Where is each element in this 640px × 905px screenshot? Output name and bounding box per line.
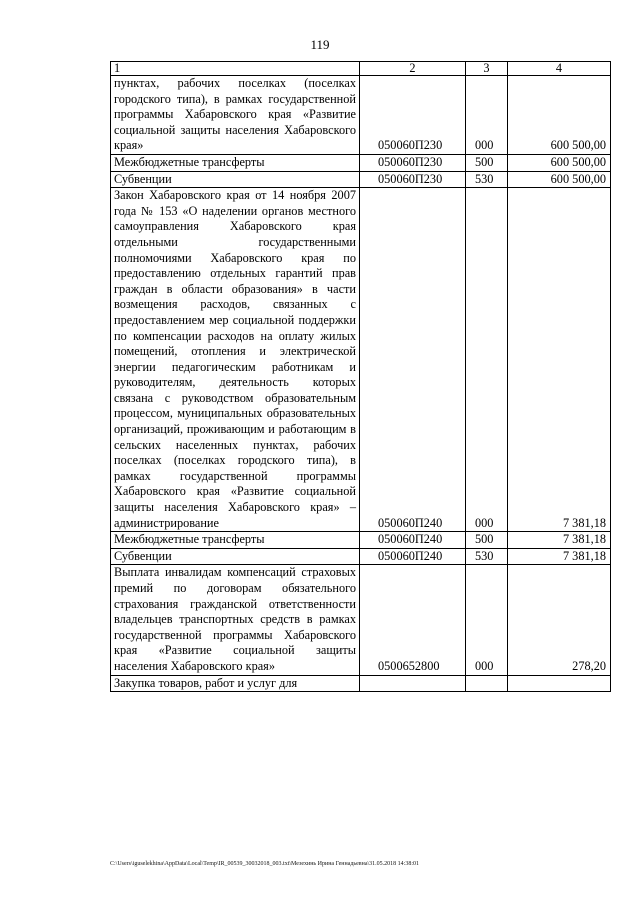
row-target-code: 050060П240 (360, 188, 466, 532)
row-target-code: 050060П240 (360, 532, 466, 549)
row-target-code (360, 675, 466, 692)
row-expense-type: 530 (466, 548, 508, 565)
row-description: Межбюджетные трансферты (111, 154, 360, 171)
table-row (111, 171, 611, 188)
table-row (111, 565, 611, 675)
header-col-4: 4 (508, 62, 611, 76)
table-row (111, 188, 611, 532)
row-target-code: 0500652800 (360, 565, 466, 675)
row-description: Выплата инвалидам компенсаций страховых премий по договорам обязательного страхования гражданской ответственности владельцев транспортных средств в рамках государственной программы Хабаровского края «Развитие социальной защиты населения Хабаровского края» (111, 565, 360, 675)
row-amount: 7 381,18 (508, 548, 611, 565)
page-number: 119 (310, 37, 330, 52)
row-target-code: 050060П240 (360, 548, 466, 565)
row-target-code: 050060П230 (360, 76, 466, 155)
table-row (111, 675, 611, 692)
row-expense-type: 000 (466, 188, 508, 532)
row-target-code: 050060П230 (360, 171, 466, 188)
row-expense-type (466, 675, 508, 692)
row-expense-type: 500 (466, 532, 508, 549)
row-expense-type: 530 (466, 171, 508, 188)
row-amount: 7 381,18 (508, 188, 611, 532)
row-expense-type: 000 (466, 565, 508, 675)
row-expense-type: 500 (466, 154, 508, 171)
row-amount: 600 500,00 (508, 171, 611, 188)
row-description: Субвенции (111, 171, 360, 188)
table-row (111, 76, 611, 155)
row-expense-type: 000 (466, 76, 508, 155)
budget-table (110, 61, 611, 692)
row-description: Закон Хабаровского края от 14 ноября 2007 года № 153 «О наделении органов местного самоуправления Хабаровского края отдельными государственными полномочиями Хабаровского края по предоставлению отдельных гарантий прав граждан в области образования» в части возмещения расходов, связанных с предоставлением мер социальной поддержки по компенсации расходов на оплату жилых помещений, отопления и электрической энергии педагогическим работникам и руководителям, деятельность которых связана с руководством образовательным процессом, муниципальных образовательных организаций, проживающим и работающим в сельских населенных пунктах, рабочих поселках (поселках городского типа), в рамках государственной программы Хабаровского края «Развитие социальной защиты населения Хабаровского края» – администрирование (111, 188, 360, 532)
row-description: пунктах, рабочих поселках (поселках городского типа), в рамках государственной программы Хабаровского края «Развитие социальной защиты населения Хабаровского края» (111, 76, 360, 155)
footer-file-path: C:\Users\iguselekhina\AppData\Local\Temp\IR_00539_30032018_003.txt\Мезехинь Ирина Геннадьевна\31.05.2018 14:38:01 (110, 861, 419, 867)
row-description: Субвенции (111, 548, 360, 565)
row-amount (508, 675, 611, 692)
header-col-3: 3 (466, 62, 508, 76)
table-row (111, 532, 611, 549)
header-col-1: 1 (111, 62, 360, 76)
table-header-row (111, 62, 611, 76)
row-amount: 600 500,00 (508, 76, 611, 155)
header-col-2: 2 (360, 62, 466, 76)
row-description: Межбюджетные трансферты (111, 532, 360, 549)
table-row (111, 154, 611, 171)
row-amount: 7 381,18 (508, 532, 611, 549)
row-amount: 600 500,00 (508, 154, 611, 171)
row-target-code: 050060П230 (360, 154, 466, 171)
table-row (111, 548, 611, 565)
row-amount: 278,20 (508, 565, 611, 675)
row-description: Закупка товаров, работ и услуг для (111, 675, 360, 692)
